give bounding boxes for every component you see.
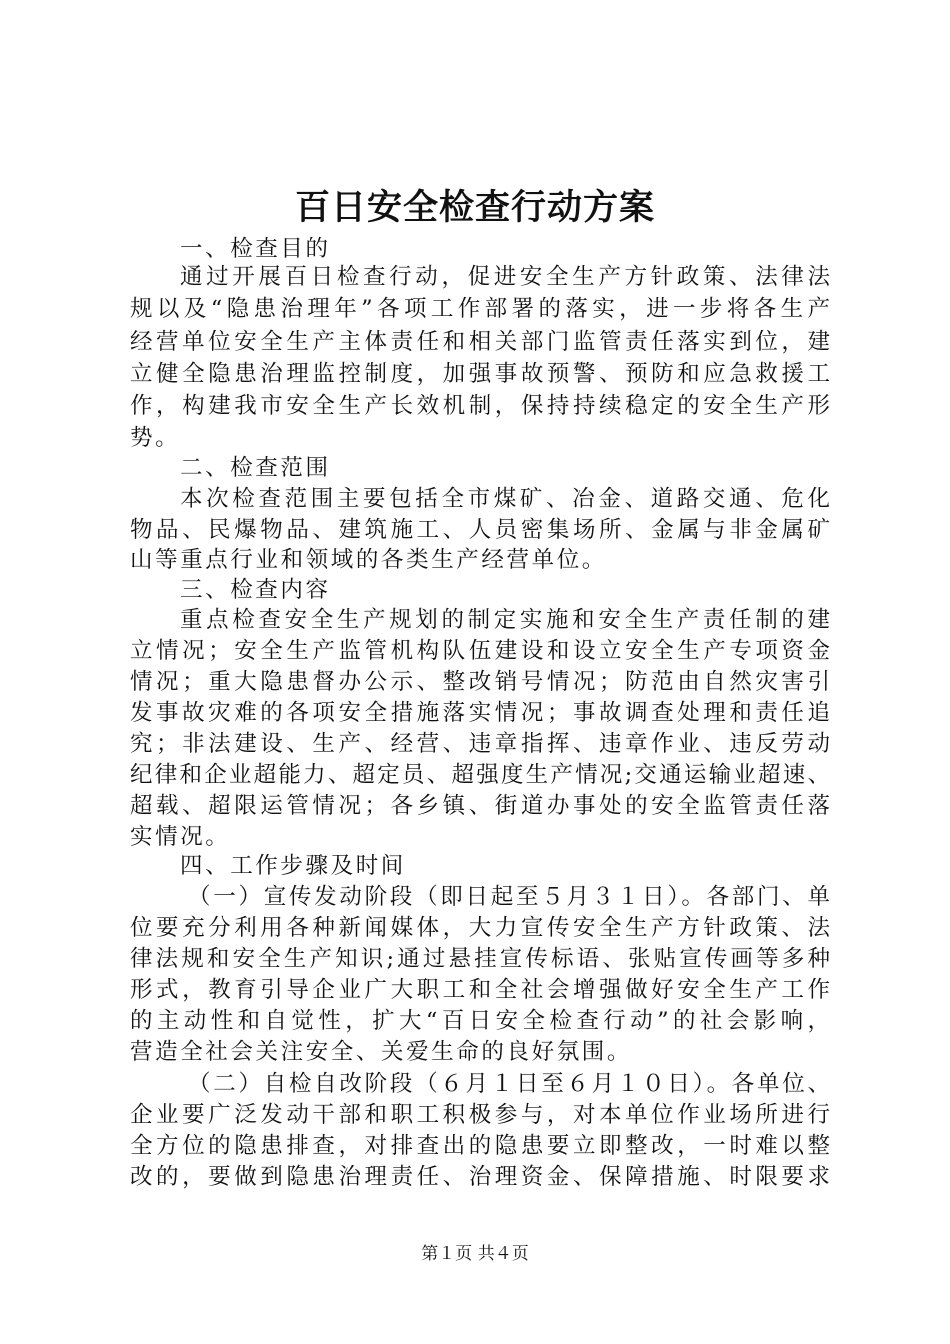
text-line: 立健全隐患治理监控制度，加强事故预警、预防和应急救援工 xyxy=(130,361,830,387)
text-line: 势。 xyxy=(130,425,181,451)
text-line: 超载、超限运管情况；各乡镇、街道办事处的安全监管责任落 xyxy=(130,793,830,819)
text-line: 本次检查范围主要包括全市煤矿、冶金、道路交通、危化 xyxy=(180,486,830,512)
text-line: 通过开展百日检查行动，促进安全生产方针政策、法律法 xyxy=(180,264,830,290)
text-line: 究；非法建设、生产、经营、违章指挥、违章作业、违反劳动 xyxy=(130,731,830,757)
text-line: 物品、民爆物品、建筑施工、人员密集场所、金属与非金属矿 xyxy=(130,517,830,543)
text-line: 经营单位安全生产主体责任和相关部门监管责任落实到位，建 xyxy=(130,329,830,355)
text-line: 发事故灾难的各项安全措施落实情况；事故调查处理和责任追 xyxy=(130,700,830,726)
text-line: 的主动性和自觉性，扩大“百日安全检查行动”的社会影响， xyxy=(130,1008,830,1034)
text-line: 纪律和企业超能力、超定员、超强度生产情况;交通运输业超速、 xyxy=(130,762,830,788)
section-heading-purpose: 一、检查目的 xyxy=(180,236,331,262)
section-heading-content: 三、检查内容 xyxy=(180,577,331,603)
text-line: 规以及“隐患治理年”各项工作部署的落实，进一步将各生产 xyxy=(130,296,830,322)
text-line: 立情况；安全生产监管机构队伍建设和设立安全生产专项资金 xyxy=(130,638,830,664)
document-title: 百日安全检查行动方案 xyxy=(294,187,655,228)
page-footer: 第１页 共４页 xyxy=(421,1244,529,1264)
text-line: 山等重点行业和领域的各类生产经营单位。 xyxy=(130,547,607,573)
text-line: 情况；重大隐患督办公示、整改销号情况；防范由自然灾害引 xyxy=(130,669,830,695)
text-line: 律法规和安全生产知识;通过悬挂宣传标语、张贴宣传画等多种 xyxy=(130,946,830,972)
text-line: 营造全社会关注安全、关爱生命的良好氛围。 xyxy=(130,1039,633,1065)
text-line: 重点检查安全生产规划的制定实施和安全生产责任制的建 xyxy=(180,607,830,633)
section-heading-scope: 二、检查范围 xyxy=(180,455,331,481)
text-line: （二）自检自改阶段（６月１日至６月１０日）。各单位、 xyxy=(188,1071,830,1097)
text-line: 形式，教育引导企业广大职工和全社会增强做好安全生产工作 xyxy=(130,977,830,1003)
text-line: 实情况。 xyxy=(130,824,231,850)
text-line: （一）宣传发动阶段（即日起至５月３１日）。各部门、单 xyxy=(188,884,830,910)
text-line: 作，构建我市安全生产长效机制，保持持续稳定的安全生产形 xyxy=(130,393,830,419)
text-line: 改的，要做到隐患治理责任、治理资金、保障措施、时限要求 xyxy=(130,1164,830,1190)
text-line: 位要充分利用各种新闻媒体，大力宣传安全生产方针政策、法 xyxy=(130,915,830,941)
text-line: 企业要广泛发动干部和职工积极参与，对本单位作业场所进行 xyxy=(130,1102,830,1128)
text-line: 全方位的隐患排查，对排查出的隐患要立即整改，一时难以整 xyxy=(130,1133,830,1159)
section-heading-steps: 四、工作步骤及时间 xyxy=(180,853,406,879)
